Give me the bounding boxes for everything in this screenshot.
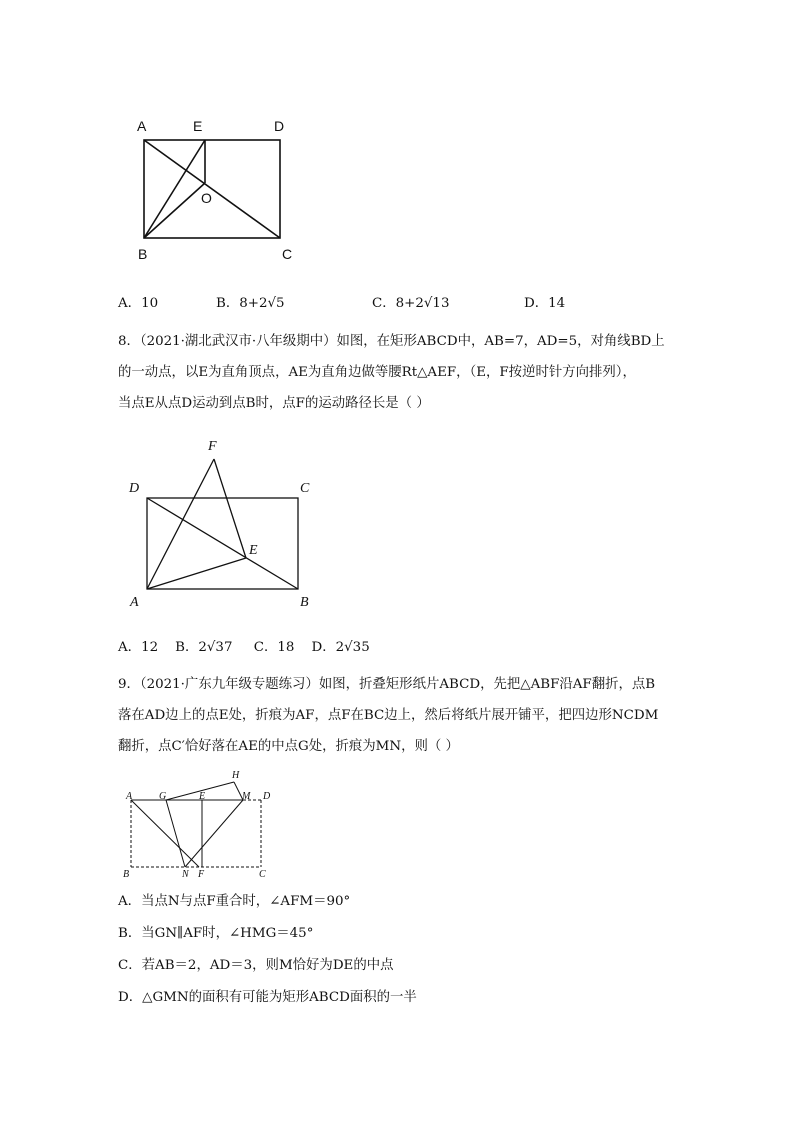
q9-option-a: A．当点N与点F重合时，∠AFM＝90° xyxy=(118,894,351,909)
label-C: C xyxy=(259,869,266,880)
q8-line-3: 当点E从点D运动到点B时，点F的运动路径长是（ ） xyxy=(118,396,430,411)
q7-option-a: A．10 xyxy=(118,296,159,311)
q9-option-d: D．△GMN的面积有可能为矩形ABCD面积的一半 xyxy=(118,990,417,1005)
q8-line-1: 8．（2021·湖北武汉市·八年级期中）如图，在矩形ABCD中，AB=7，AD=5，对角线BD上 xyxy=(118,334,665,349)
label-A: A xyxy=(130,595,139,610)
label-M: M xyxy=(242,791,251,802)
label-E: E xyxy=(193,118,203,134)
q8-options: A．12 B．2√37 C．18 D．2√35 xyxy=(118,640,370,655)
q9-line-3: 翻折，点C′恰好落在AE的中点G处，折痕为MN，则（ ） xyxy=(118,739,459,754)
label-C: C xyxy=(300,481,310,496)
label-D: D xyxy=(274,118,285,134)
label-B: B xyxy=(123,869,130,880)
q7-option-c: C．8+2√13 xyxy=(372,296,450,311)
label-H: H xyxy=(232,770,240,781)
label-D: D xyxy=(129,481,140,496)
label-D: D xyxy=(263,791,271,802)
label-A: A xyxy=(126,791,133,802)
figure-q7 xyxy=(130,112,310,272)
q9-line-1: 9．（2021·广东九年级专题练习）如图，折叠矩形纸片ABCD，先把△ABF沿AF翻折，点B xyxy=(118,677,656,692)
label-B: B xyxy=(138,246,148,262)
label-O: O xyxy=(201,190,212,206)
label-A: A xyxy=(137,118,147,134)
q9-option-b: B．当GN∥AF时，∠HMG＝45° xyxy=(118,926,314,941)
label-F: F xyxy=(208,439,217,454)
figure-q9 xyxy=(118,765,278,880)
q8-line-2: 的一动点，以E为直角顶点，AE为直角边做等腰Rt△AEF，（E，F按逆时针方向排列）， xyxy=(118,365,636,380)
label-E: E xyxy=(249,543,258,558)
label-B: B xyxy=(300,595,309,610)
label-G: G xyxy=(159,791,167,802)
q9-line-2: 落在AD边上的点E处，折痕为AF，点F在BC边上，然后将纸片展开铺平，把四边形NCDM xyxy=(118,708,659,723)
q7-option-d: D．14 xyxy=(524,296,566,311)
q9-option-c: C．若AB＝2，AD＝3，则M恰好为DE的中点 xyxy=(118,958,394,973)
label-C: C xyxy=(282,246,293,262)
figure-q8 xyxy=(124,432,324,612)
label-F: F xyxy=(198,869,205,880)
q7-option-b: B．8+2√5 xyxy=(216,296,285,311)
label-E: E xyxy=(199,791,206,802)
label-N: N xyxy=(182,869,189,880)
